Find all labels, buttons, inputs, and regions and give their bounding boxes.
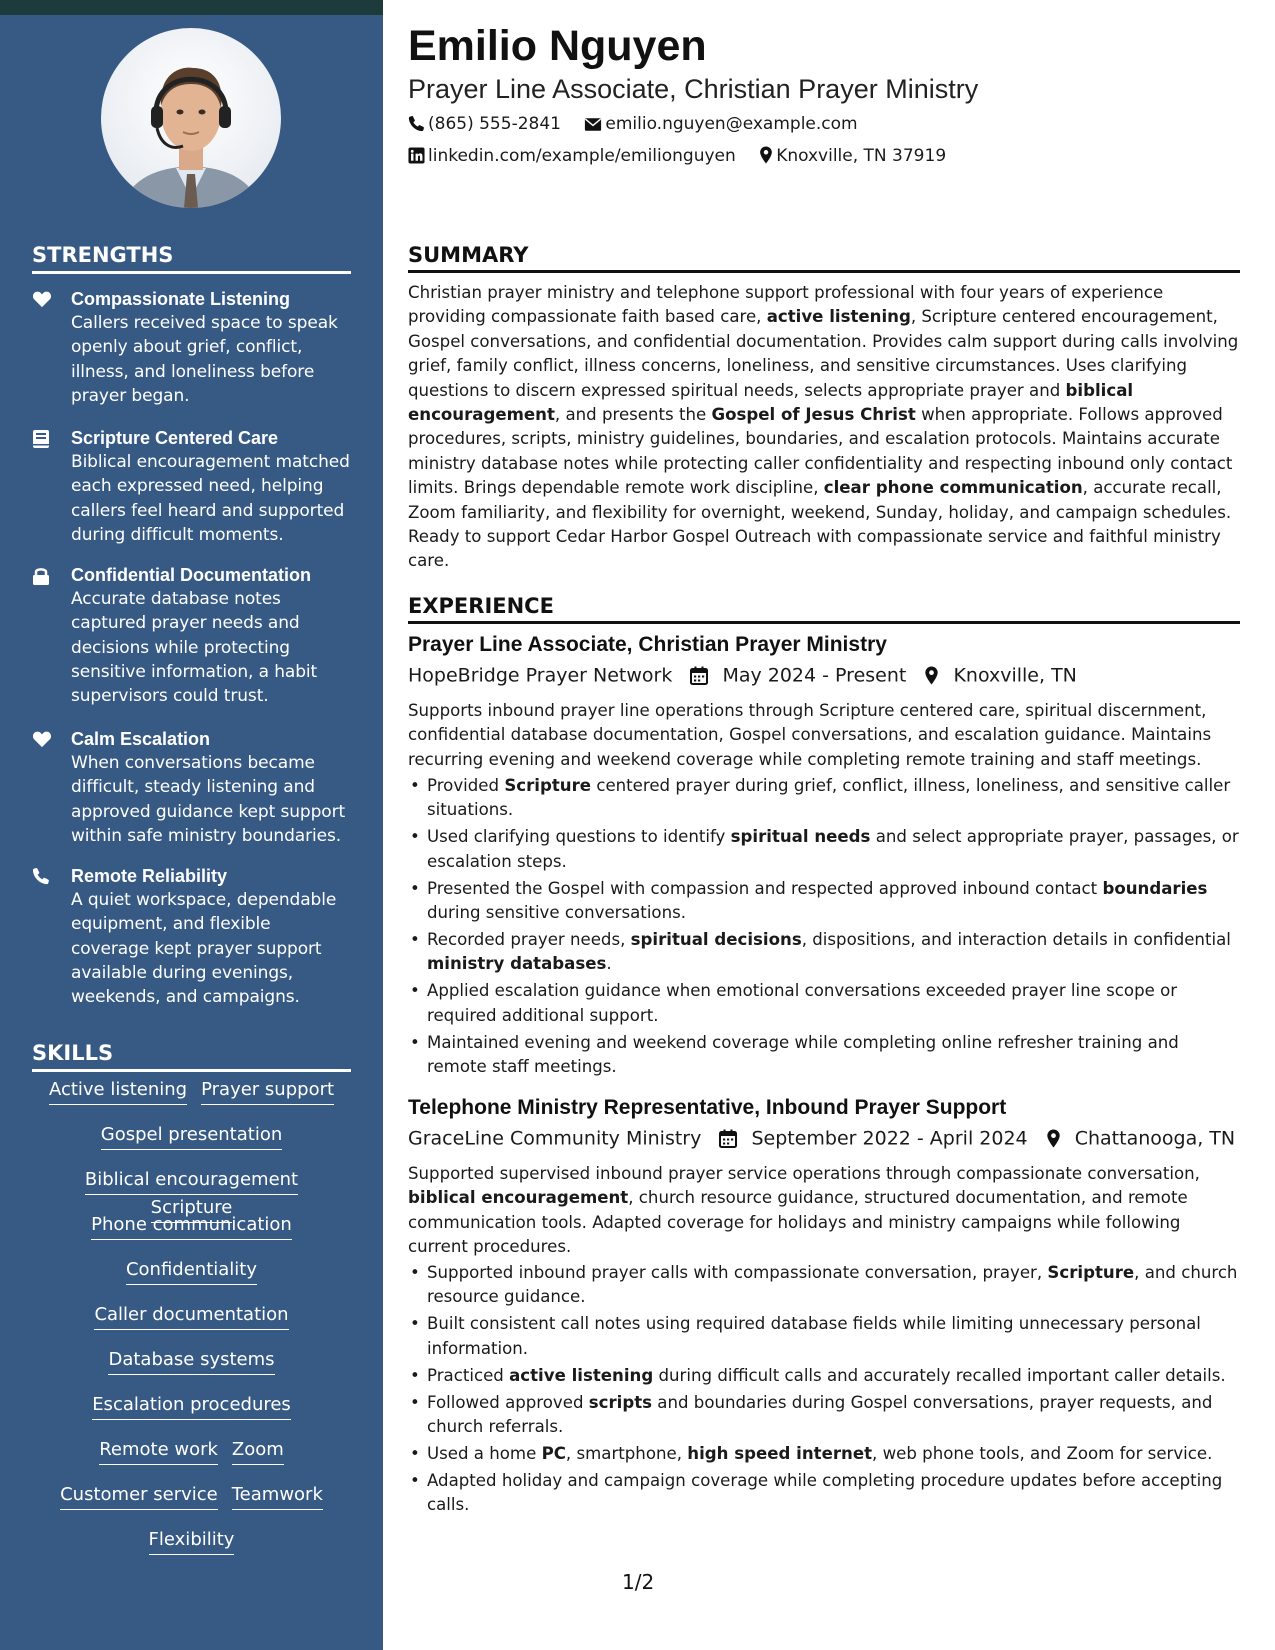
text-run: , web phone tools, and Zoom for service. (872, 1443, 1213, 1463)
text-run: Used clarifying questions to identify (427, 827, 731, 847)
bold-text: spiritual needs (730, 827, 871, 847)
bullet-item (408, 1364, 1240, 1388)
skills-list (32, 1077, 351, 1572)
text-run: during difficult calls and accurately recalled important caller details. (653, 1365, 1226, 1385)
company-name: GraceLine Community Ministry (408, 1127, 702, 1150)
text-run: Recorded prayer needs, (427, 929, 631, 949)
strength-title: Calm Escalation (71, 729, 211, 749)
summary-heading: SUMMARY (408, 242, 1240, 273)
bullet-item (408, 825, 1240, 874)
bold-text: biblical encouragement (408, 380, 1134, 425)
phone-icon (408, 115, 425, 132)
strength-title: Confidential Documentation (71, 565, 311, 585)
bullet-item (408, 1031, 1240, 1080)
heart-icon (32, 290, 58, 310)
job-dates: September 2022 - April 2024 (751, 1127, 1028, 1150)
job-description (408, 699, 1240, 772)
skill-tag: Database systems (108, 1347, 274, 1375)
skill-tag: Escalation procedures (92, 1392, 291, 1420)
phone-icon (32, 867, 58, 887)
strength-item (32, 563, 352, 708)
bold-text: scripts (588, 1392, 653, 1412)
text-run: . (606, 954, 612, 974)
strength-text: A quiet workspace, dependable equipment, and flexible coverage kept prayer support available during evenings, weekends, and campaigns. (71, 890, 337, 1008)
text-run: Supported inbound prayer calls with compassionate conversation, prayer, (427, 1263, 1048, 1282)
bullet-item (408, 1391, 1240, 1440)
bullet-item (408, 1442, 1240, 1466)
text-run: when appropriate. Follows approved procedures, scripts, ministry guidelines, boundaries, and escalation protocols. Maintains accurate ministry database notes while protecting caller confidentiality and respecting inbound only contact limits. Brings dependable remote work discipline, (408, 405, 1233, 498)
book-icon (32, 429, 58, 449)
job-meta (408, 1127, 1235, 1150)
contact-location (759, 146, 946, 166)
heart-icon (32, 730, 58, 750)
text-run: Practiced (427, 1365, 510, 1385)
text-run: Provided (427, 776, 505, 795)
job-title: Prayer Line Associate, Christian Prayer Ministry (408, 633, 887, 656)
text-run: Maintained evening and weekend coverage while completing online refresher training and remote staff meetings. (427, 1032, 1179, 1076)
bold-text: active listening (509, 1365, 654, 1385)
strength-item (32, 287, 352, 408)
bold-text: Scripture (1047, 1263, 1135, 1282)
contact-linkedin[interactable] (408, 146, 736, 166)
email-text: emilio.nguyen@example.com (605, 114, 858, 134)
map-pin-icon (1046, 1129, 1061, 1148)
skill-tag: Customer service (60, 1482, 218, 1510)
bullet-item (408, 1261, 1240, 1310)
calendar-icon (719, 1129, 737, 1148)
bold-text: high speed internet (687, 1443, 873, 1463)
text-run: , accurate recall, Zoom familiarity, and flexibility for overnight, weekend, Sunday, holiday, and campaign schedules. Ready to support Cedar Harbor Gospel Outreach with compassionate service and faithful ministry care. (408, 478, 1232, 571)
lock-icon (32, 566, 58, 586)
bullet-item (408, 774, 1240, 823)
skill-tag: Scripture (151, 1195, 233, 1223)
bullet-item (408, 928, 1240, 977)
bold-text: Gospel of Jesus Christ (711, 405, 916, 425)
text-run: Supports inbound prayer line operations through Scripture centered care, spiritual discernment, confidential database documentation, Gospel conversations, and escalation guidance. Maintains recurring evening and weekend coverage while completing remote training and staff meetings. (408, 701, 1212, 769)
bold-text: PC (541, 1443, 566, 1463)
strength-text: Accurate database notes captured prayer needs and decisions while protecting sensitive information, a habit supervisors could trust. (71, 589, 318, 707)
skill-tag: Prayer support (201, 1077, 334, 1105)
job-location: Knoxville, TN (953, 664, 1077, 687)
text-run: , dispositions, and interaction details in confidential (801, 929, 1231, 949)
sidebar-top-bar (0, 0, 383, 15)
text-run: during sensitive conversations. (427, 903, 687, 923)
job-title: Telephone Ministry Representative, Inbound Prayer Support (408, 1096, 1007, 1119)
text-run: , and presents the (554, 405, 712, 425)
skill-tag: Flexibility (149, 1527, 235, 1555)
bold-text: ministry databases (427, 954, 607, 974)
text-run: Adapted holiday and campaign coverage while completing procedure updates before accepting calls. (427, 1470, 1223, 1515)
strength-text: When conversations became difficult, steady listening and approved guidance kept support within safe ministry boundaries. (71, 753, 346, 846)
job-description (408, 1162, 1240, 1260)
skill-tag: Remote work (99, 1437, 218, 1465)
text-run: , smartphone, (565, 1443, 688, 1463)
envelope-icon (584, 117, 602, 132)
candidate-name: Emilio Nguyen (408, 22, 707, 70)
contact-phone (408, 114, 561, 134)
location-text: Knoxville, TN 37919 (776, 146, 947, 166)
text-run: Applied escalation guidance when emotional conversations exceeded prayer line scope or required additional support. (427, 981, 1178, 1025)
bullet-item (408, 979, 1240, 1028)
job-meta (408, 664, 1077, 687)
text-run: Built consistent call notes using required database fields while limiting unnecessary personal information. (427, 1314, 1201, 1358)
phone-text: (865) 555-2841 (428, 114, 561, 134)
page-number: 1/2 (622, 1570, 655, 1594)
profile-photo (101, 28, 281, 208)
skill-tag: Zoom (232, 1437, 284, 1465)
strength-text: Callers received space to speak openly about grief, conflict, illness, and loneliness before prayer began. (71, 313, 338, 406)
job-location: Chattanooga, TN (1074, 1127, 1236, 1150)
calendar-icon (690, 666, 708, 685)
text-run: Supported supervised inbound prayer service operations through compassionate conversation, (408, 1164, 1200, 1183)
text-run: , Scripture centered encouragement, Gospel conversations, and confidential documentation. Provides calm support during calls involving grief, family conflict, illness concerns, loneliness, and sensitive circumstances. Uses clarifying questions to discern expressed spiritual needs, selects appropriate prayer and (408, 307, 1239, 400)
company-name: HopeBridge Prayer Network (408, 664, 673, 687)
text-run: Christian prayer ministry and telephone support professional with four years of experience providing compassionate faith based care, (408, 283, 1164, 327)
bullet-item (408, 877, 1240, 926)
strength-item (32, 727, 352, 848)
contact-row (408, 114, 876, 134)
bullet-item (408, 1312, 1240, 1361)
strength-item (32, 426, 352, 547)
skills-heading: SKILLS (32, 1040, 351, 1072)
strength-title: Compassionate Listening (71, 289, 291, 309)
text-run: , and church resource guidance. (427, 1263, 1238, 1307)
job-bullets (408, 1261, 1240, 1520)
strength-title: Scripture Centered Care (71, 428, 279, 448)
strength-item (32, 864, 352, 1009)
contact-email[interactable] (584, 114, 857, 134)
skill-tag: Active listening (49, 1077, 187, 1105)
summary-text (408, 281, 1240, 574)
linkedin-text: linkedin.com/example/emilionguyen (428, 146, 736, 166)
linkedin-icon (408, 147, 425, 164)
bold-text: biblical encouragement (408, 1188, 629, 1208)
text-run: centered prayer during grief, conflict, illness, loneliness, and sensitive caller situations. (427, 776, 1231, 820)
skill-tag: Teamwork (232, 1482, 323, 1510)
job-bullets (408, 774, 1240, 1082)
skill-tag: Confidentiality (126, 1257, 257, 1285)
bold-text: Scripture (504, 776, 592, 795)
text-run: Used a home (427, 1443, 542, 1463)
bold-text: spiritual decisions (630, 929, 802, 949)
strengths-heading: STRENGTHS (32, 242, 351, 274)
skill-tag: Gospel presentation (101, 1122, 283, 1150)
bold-text: boundaries (1102, 878, 1208, 898)
text-run: , church resource guidance, structured documentation, and remote communication tools. Adapted coverage for holidays and ministry campaigns while following current procedures. (408, 1188, 1188, 1257)
map-pin-icon (759, 146, 773, 164)
text-run: and boundaries during Gospel conversations, prayer requests, and church referrals. (427, 1392, 1213, 1436)
map-pin-icon (924, 666, 939, 685)
job-dates: May 2024 - Present (722, 664, 907, 687)
sidebar (0, 0, 383, 1650)
skill-tag: Phone communication (91, 1212, 292, 1240)
experience-heading: EXPERIENCE (408, 593, 1240, 624)
bold-text: clear phone communication (823, 478, 1083, 498)
text-run: Presented the Gospel with compassion and respected approved inbound contact (427, 878, 1103, 898)
bullet-item (408, 1469, 1240, 1518)
skill-tag: Caller documentation (94, 1302, 288, 1330)
strength-text: Biblical encouragement matched each expressed need, helping callers feel heard and supported during difficult moments. (71, 452, 350, 545)
skill-tag: Biblical encouragement (85, 1167, 298, 1195)
text-run: Followed approved (427, 1392, 589, 1412)
contact-row (408, 146, 964, 166)
candidate-title: Prayer Line Associate, Christian Prayer Ministry (408, 74, 979, 104)
text-run: and select appropriate prayer, passages, or escalation steps. (427, 827, 1239, 871)
strength-title: Remote Reliability (71, 866, 228, 886)
bold-text: active listening (766, 307, 911, 327)
